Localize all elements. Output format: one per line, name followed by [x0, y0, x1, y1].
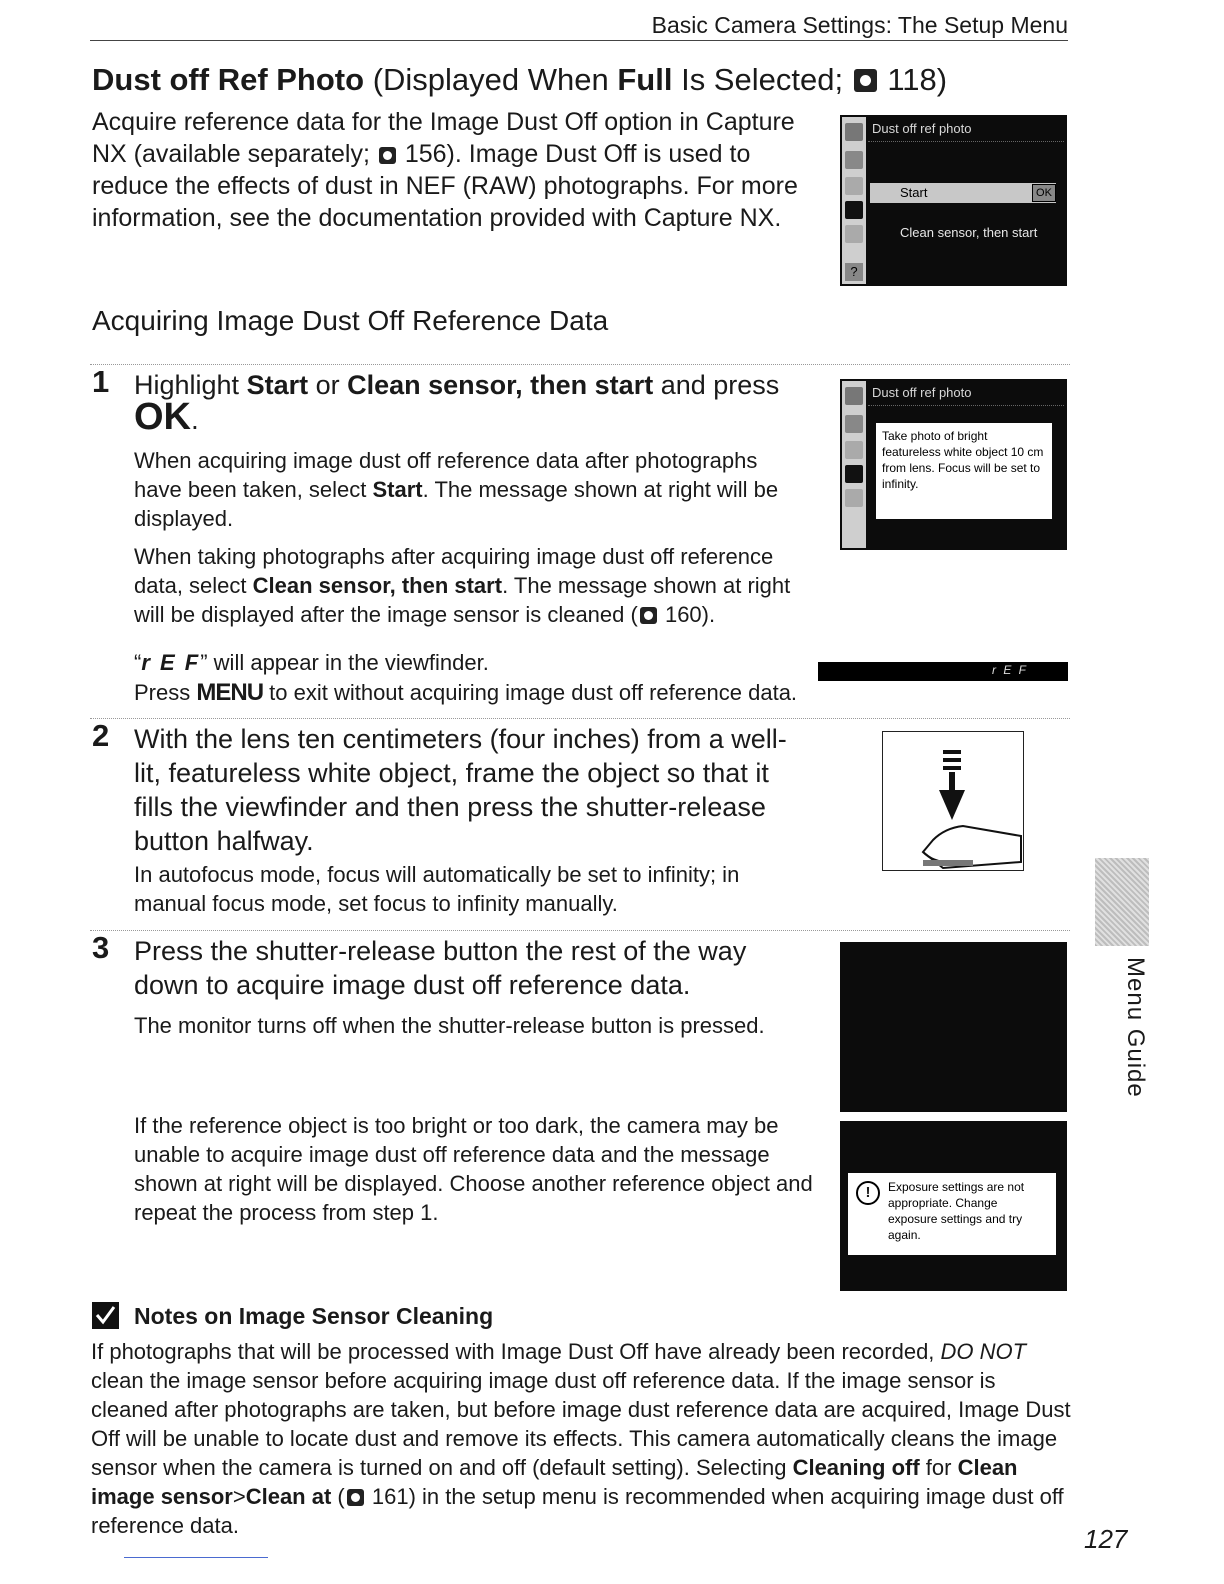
section-title: Dust off Ref Photo (Displayed When Full Is Selected; 118) [92, 62, 948, 97]
step-number: 1 [92, 364, 110, 399]
step-body: The monitor turns off when the shutter-release button is pressed. [134, 1013, 765, 1038]
step-body: In autofocus mode, focus will automatically be set to infinity; in manual focus mode, set focus to infinity manually. [134, 862, 740, 916]
warning-icon: ! [856, 1181, 880, 1205]
notes-title: Notes on Image Sensor Cleaning [134, 1303, 494, 1329]
step-body: Press MENU to exit without acquiring image dust off reference data. [134, 679, 798, 706]
divider [868, 405, 1064, 406]
screen-title: Dust off ref photo [872, 121, 972, 136]
divider [90, 930, 1070, 931]
help-icon: ? [845, 263, 863, 281]
ok-badge: OK [1032, 184, 1056, 202]
message-box [848, 1173, 1056, 1255]
message-text: Take photo of bright featureless white object 10 cm from lens. Focus will be set to infinity. [882, 429, 1044, 491]
setup-tab-icon [845, 465, 863, 483]
shooting-tab-icon [845, 415, 863, 433]
page-number: 127 [1084, 1524, 1128, 1554]
reference-icon [347, 1489, 364, 1506]
custom-tab-icon [845, 177, 863, 195]
viewfinder-display: r E F [818, 662, 1068, 681]
subheading: Acquiring Image Dust Off Reference Data [92, 305, 609, 336]
playback-tab-icon [845, 387, 863, 405]
checkmark-note-icon [92, 1302, 119, 1329]
message-text: Exposure settings are not appropriate. Change exposure settings and try again. [888, 1180, 1025, 1242]
step-title: With the lens ten centimeters (four inches) from a well-lit, featureless white object, frame the object so that it fills the viewfinder and then press the shutter-release button halfway. [134, 724, 787, 856]
reference-icon [379, 147, 396, 164]
retouch-tab-icon [845, 489, 863, 507]
reference-icon [854, 69, 877, 92]
side-tab-marker [1095, 858, 1149, 946]
menu-tab-column [842, 381, 866, 548]
screen-title: Dust off ref photo [872, 385, 972, 400]
step-body: If the reference object is too bright or too dark, the camera may be unable to acquire image dust off reference data and the message shown at right will be displayed. Choose another reference object and repeat the process from step 1. [134, 1113, 813, 1225]
intro-paragraph: Acquire reference data for the Image Dust Off option in Capture NX (available separately; 156). Image Dust Off is used to reduce the effects of dust in NEF (RAW) photographs. For more information, see the documentation provided with Capture NX. [92, 108, 798, 232]
playback-tab-icon [845, 123, 863, 141]
footnote-rule [124, 1557, 268, 1558]
step-body: When acquiring image dust off reference data after photographs have been taken, select Start. The message shown at right will be displayed. [134, 448, 779, 531]
monitor-off-screen [840, 942, 1067, 1112]
header-rule [90, 40, 1068, 41]
notes-body: If photographs that will be processed with Image Dust Off have already been recorded, DO NOT clean the image sensor before acquiring image dust off reference data. If the image sensor is cleaned after photographs are taken, but before image dust reference data are acquired, Image Dust Off will be unable to locate dust and remove its effects. This camera automatically cleans the image sensor when the camera is turned on and off (default setting). Selecting Cleaning off for Clean image sensor>Clean at ( 161) in the setup menu is recommended when acquiring image dust off reference data. [91, 1339, 1071, 1538]
menu-item-start[interactable]: Start OK [870, 183, 1056, 203]
step-number: 2 [92, 718, 110, 753]
setup-tab-icon [845, 201, 863, 219]
divider [90, 364, 1070, 365]
menu-item-clean-sensor[interactable]: Clean sensor, then start [900, 225, 1038, 240]
ok-label: OK. [134, 396, 199, 438]
exposure-warning-screen [840, 1121, 1067, 1291]
custom-tab-icon [845, 441, 863, 459]
divider [868, 141, 1064, 142]
step-body: “r E F” will appear in the viewfinder. [134, 650, 489, 675]
message-box [876, 423, 1052, 519]
shutter-press-icon [882, 731, 1024, 871]
step-title: Highlight Start or Clean sensor, then start and press [134, 370, 780, 400]
running-header: Basic Camera Settings: The Setup Menu [651, 12, 1068, 38]
divider [90, 718, 1070, 719]
step-number: 3 [92, 930, 110, 965]
reference-icon [640, 607, 657, 624]
shooting-tab-icon [845, 151, 863, 169]
menu-screen-dust-off [840, 115, 1067, 286]
message-screen-take-photo [840, 379, 1067, 550]
side-tab-label: Menu Guide [1122, 957, 1149, 1098]
step-body: When taking photographs after acquiring image dust off reference data, select Clean sensor, then start. The message shown at right will be displayed after the image sensor is cleaned ( 160). [134, 544, 791, 627]
retouch-tab-icon [845, 225, 863, 243]
menu-tab-column [842, 117, 866, 284]
step-title: Press the shutter-release button the rest of the way down to acquire image dust off reference data. [134, 936, 747, 1000]
